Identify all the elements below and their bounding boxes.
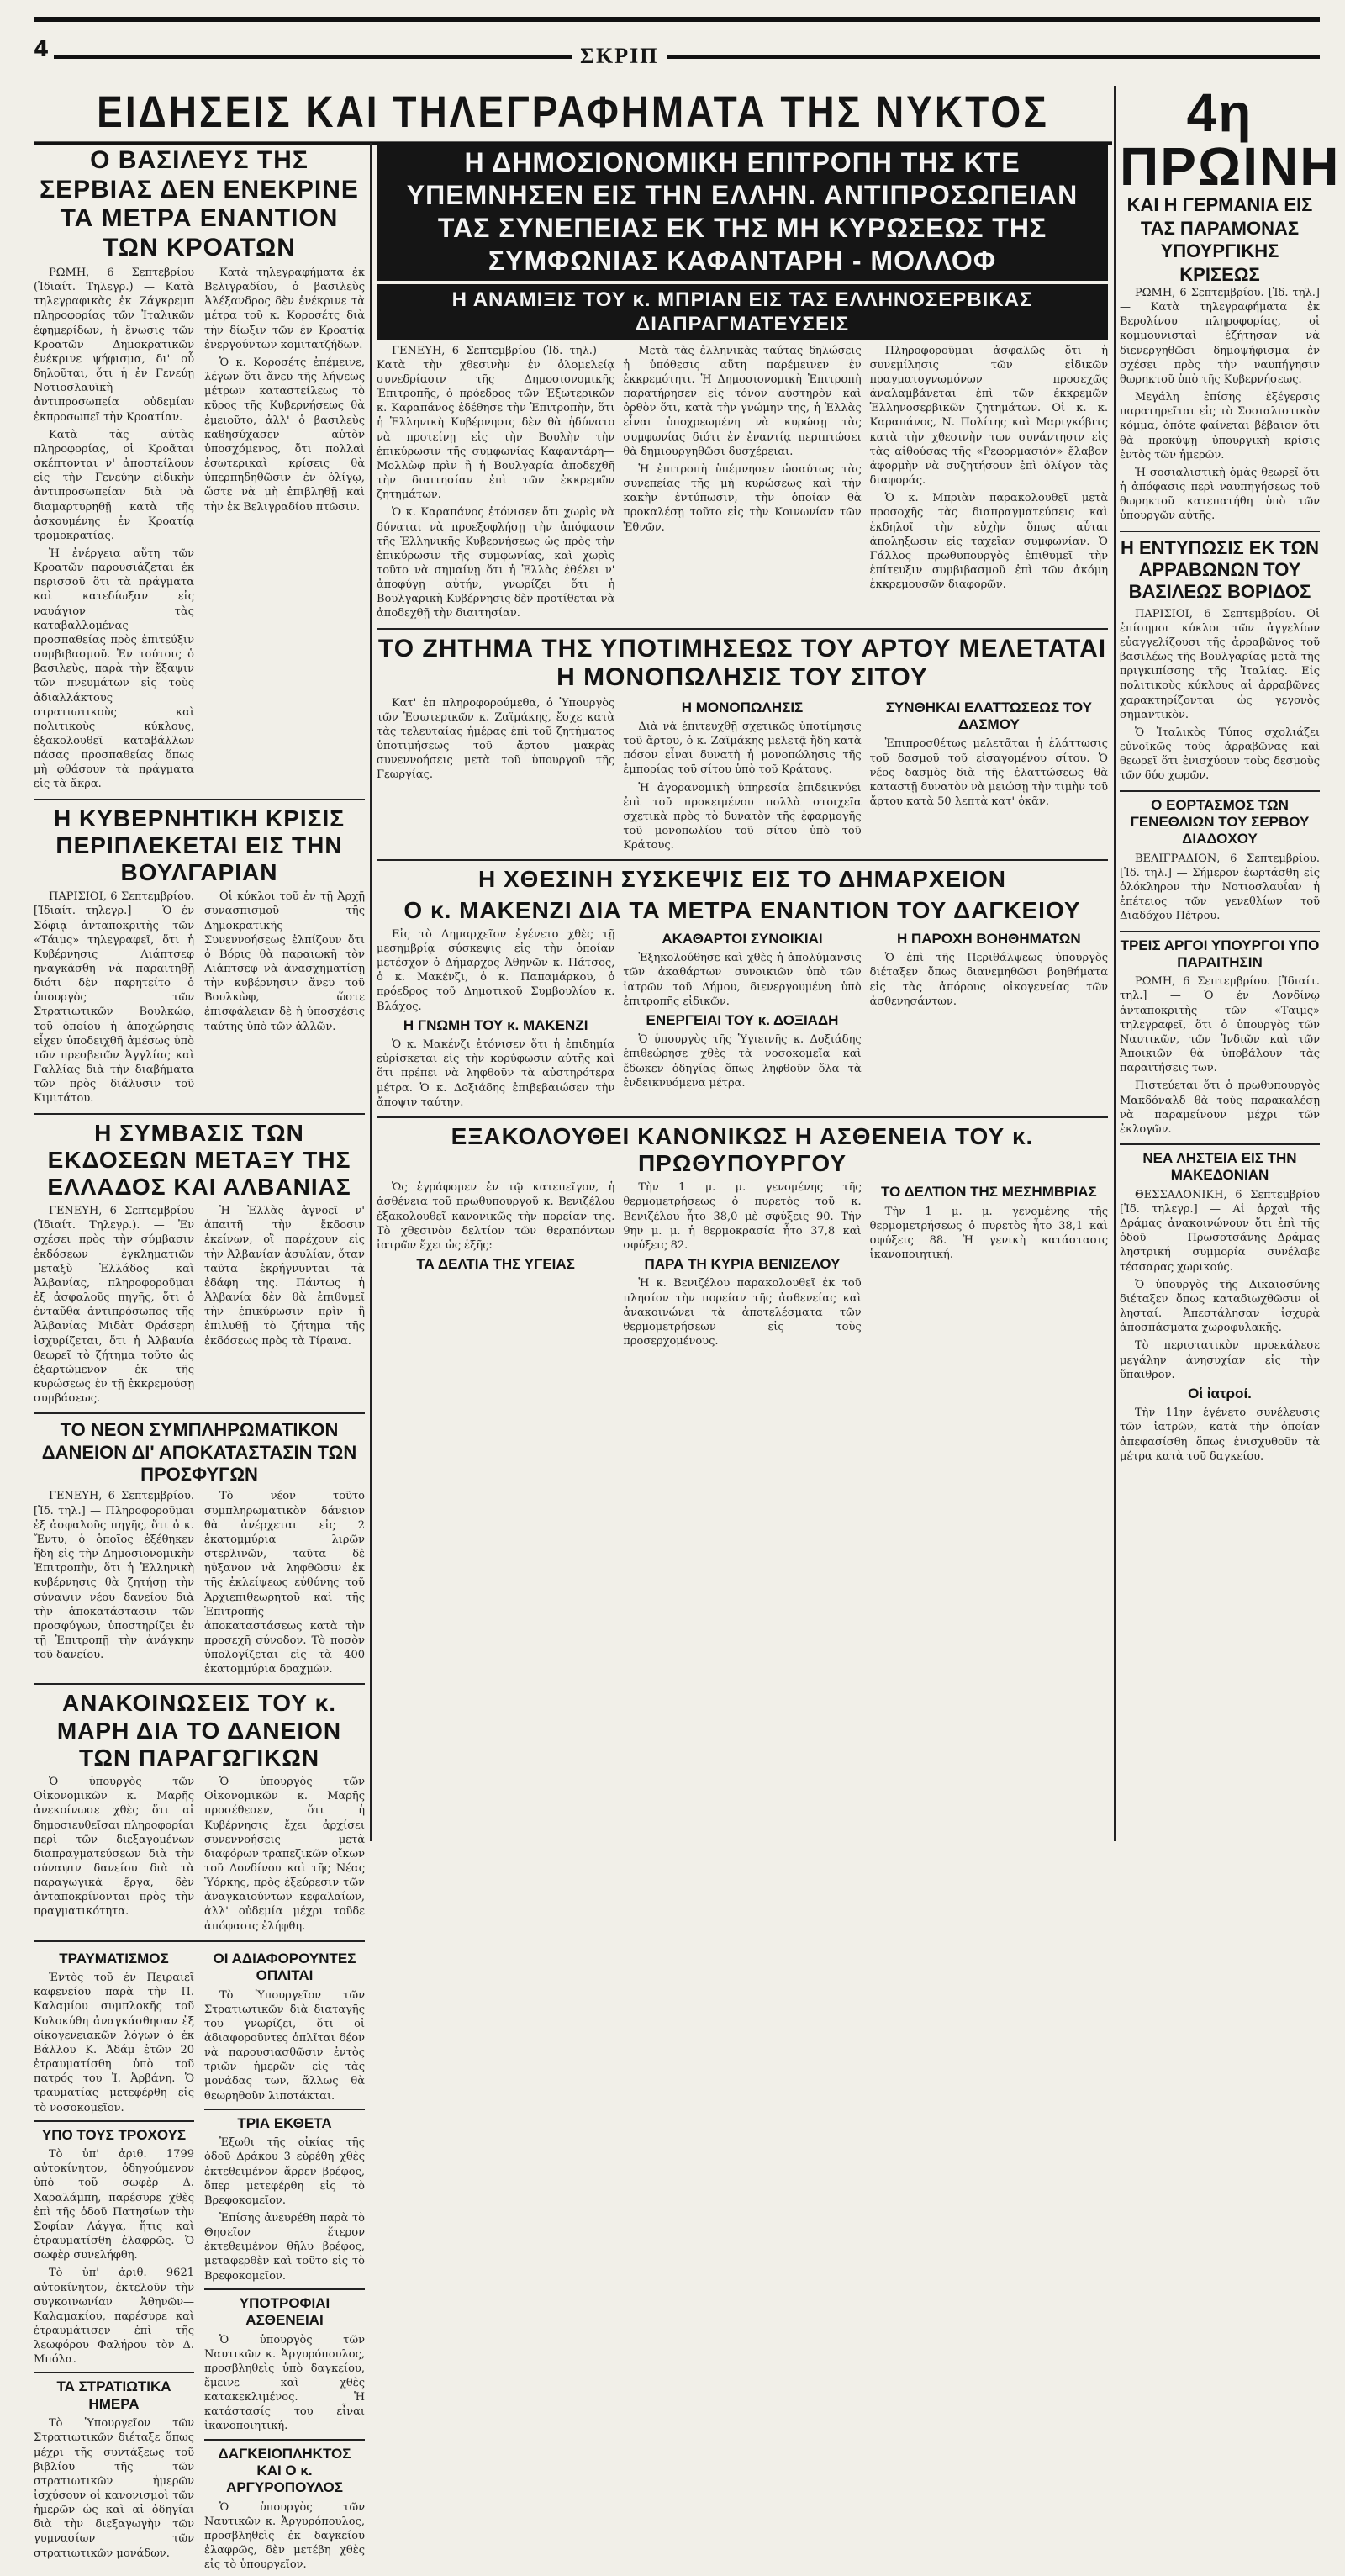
headline: ΥΠΟΤΡΟΦΙΑΙ ΑΣΘΕΝΕΙΑΙ [239,2294,330,2329]
article-text: Τὴν 1 μ. μ. γενομένης τῆς θερμομετρήσεως ὁ πυρετὸς ἦτο 38,1 καὶ σφύξεις 88. Ἡ γενικὴ κατάστασις ἱκανοποιητική. [869,1205,1108,1262]
headline: ΥΠΟ ΤΟΥΣ ΤΡΟΧΟΥΣ [41,2126,187,2143]
article-text: Ὁ Ἰταλικὸς Τύπος σχολιάζει εὐνοϊκῶς τοὺς ἀρραβῶνας καὶ θεωρεῖ ὅτι ἐνισχύουν τοὺς δεσμοὺς τῶν δύο χωρῶν. [1120,726,1320,783]
article-text: Κατὰ τὰς αὐτὰς πληροφορίας, οἱ Κροᾶται σκέπτονται ν' ἀποστείλουν εἰς τὴν Γενεύην εἰδικὴν ἀντιπροσωπείαν διὰ νὰ διαμαρτυρηθῇ κατὰ τῆς ἀσκουμένης ἐν Κροατίᾳ τρομοκρατίας. [34,428,194,542]
article-pm-illness [377,1123,1108,1352]
brief-news [34,1947,365,2576]
subheading: ΕΝΕΡΓΕΙΑΙ ΤΟΥ κ. ΔΟΞΙΑΔΗ [646,1011,839,1028]
subheading: ΣΥΝΘΗΚΑΙ ΕΛΑΤΤΩΣΕΩΣ ΤΟΥ ΔΑΣΜΟΥ [885,699,1092,733]
subheading: Η ΜΟΝΟΠΩΛΗΣΙΣ [681,699,804,715]
article-text: Ὁ ὑπουργὸς τῶν Οἰκονομικῶν κ. Μαρῆς ἀνεκοίνωσε χθὲς ὅτι αἱ δημοσιευθεῖσαι πληροφορίαι περὶ τῶν διεξαγομένων διαπραγματεύσεων διὰ τὴν σύναψιν δανείου διὰ τὰ παραγωγικὰ ἔργα, δὲν ἀνταποκρίνονται πρὸς τὴν πραγματικότητα. [34,1776,194,1919]
article-text: Μεγάλη ἐπίσης ἐξέγερσις παρατηρεῖται εἰς τὸ Σοσιαλιστικὸν κόμμα, ὁπότε φαίνεται βέβαιον ὅτι θὰ προκύψῃ ὑπουργικὴ κρίσις ἐντὸς τῶν ἡμερῶν. [1120,391,1320,462]
page-banner: ΕΙΔΗΣΕΙΣ ΚΑΙ ΤΗΛΕΓΡΑΦΗΜΑΤΑ ΤΗΣ ΝΥΚΤΟΣ [34,82,1112,145]
article-banditry [1120,1150,1320,1464]
article-text: ΠΑΡΙΣΙΟΙ, 6 Σεπτεμβρίου. [Ἰδιαίτ. τηλεγρ.] — Ὁ ἐν Σόφιᾳ ἀνταποκριτὴς τῶν «Τάιμς» τηλεγραφεῖ, ὅτι ἡ Κυβέρνησις Λιάπτσεφ ηναγκάσθη νὰ παραιτηθῇ διότι δὲν παρητείτο ὁ ὑπουργὸς τῶν Στρατιωτικῶν Βουλκώφ, τοῦ ὁποίου ἡ ἀποχώρησις εἶχεν ὑποδειχθῆ ἀμέσως ὑπὸ τῶν πρεσβειῶν Ἀγγλίας καὶ Γαλλίας διὰ τὴν διαβήματα τῶν πρὸς διάλυσιν τοῦ Κιμιτάτου. [34,890,194,1106]
article-text: ΠΑΡΙΣΙΟΙ, 6 Σεπτεμβρίου. Οἱ ἐπίσημοι κύκλοι τῶν ἀγγελίων εὐαγγελίζουσι τῆς ἀρραβῶνος τοῦ βασιλέως τῆς Βουλγαρίας μετὰ τῆς πριγκιπίσσης τῆς Ἰταλίας. Εἰς πολιτικοὺς κύκλους αἱ ἀρραβῶνες χαρακτηρίζονται ὡς γεγονὸς σημαντικὸν. [1120,607,1320,721]
article-text: Ὁ ὑπουργὸς τῶν Ναυτικῶν κ. Ἀργυρόπουλος, προσβληθεὶς ὑπὸ δαγκείου, ἔμεινε καὶ χθὲς κατακεκλιμένος. Ἡ κατάστασίς του εἶναι ἱκανοποιητική. [204,2333,365,2433]
column-divider [370,143,372,1841]
article-text: ΒΕΛΙΓΡΑΔΙΟΝ, 6 Σεπτεμβρίου. [Ἰδ. τηλ.] — Σήμερον ἑωρτάσθη εἰς ὁλόκληρον τὴν Νοτιοσλαυΐαν ἡ ἐπέτειος τῶν γενεθλίων τοῦ Διαδόχου Πέτρου. [1120,852,1320,923]
headline: Η ΕΝΤΥΠΩΣΙΣ ΕΚ ΤΩΝ ΑΡΡΑΒΩΝΩΝ ΤΟΥ ΒΑΣΙΛΕΩΣ ΒΟΡΙΔΟΣ [1120,536,1320,603]
article-text: Τὸ ὑπ' ἀριθ. 1799 αὐτοκίνητον, ὁδηγούμενον ὑπὸ τοῦ σωφὲρ Δ. Χαραλάμπη, παρέσυρε χθὲς ἐπὶ τῆς ὁδοῦ Πατησίων τὴν Σοφίαν Λάγγα, ἥτις καὶ ἐτραυματίσθη ἐλαφρῶς. Ὁ σωφὲρ συνελήφθη. [34,2148,194,2262]
article-text: Ὁ ὑπουργὸς τῆς Ὑγιεινῆς κ. Δοξιάδης ἐπιθεώρησε χθὲς τὰ νοσοκομεῖα καὶ ἔδωκεν ὁδηγίας ὅπως ληφθοῦν ὅλα τὰ ἐνδεικνυόμενα μέτρα. [623,1033,862,1090]
headline: ΤΡΙΑ ΕΚΘΕΤΑ [237,2114,332,2131]
article-text: Ὁ κ. Καραπάνος ἐτόνισεν ὅτι χωρὶς νὰ δύναται νὰ προεξοφλήσῃ τὴν ἀπόφασιν τῆς Ἑλληνικῆς Κυβερνήσεως ὡς πρὸς τὴν ἐπικύρωσιν τῆς συμφωνίας, καὶ χωρὶς τοῦτο νὰ σημαίνῃ ὅτι ἡ Ἑλλὰς ἐθέλει ν' ἀποφύγῃ αὐτήν, γνωρίζει ὅτι ἡ Βουλγαρικὴ Κυβέρνησις δὲν προτίθεται νὰ ἀποδεχθῇ τὴν διαιτησίαν. [377,506,615,620]
divider [34,2372,194,2373]
masthead [34,17,1320,76]
headline: ΚΑΙ Η ΓΕΡΜΑΝΙΑ ΕΙΣ ΤΑΣ ΠΑΡΑΜΟΝΑΣ ΥΠΟΥΡΓΙΚΗΣ ΚΡΙΣΕΩΣ [1126,194,1313,285]
headline: ΝΕΑ ΛΗΣΤΕΙΑ ΕΙΣ ΤΗΝ ΜΑΚΕΔΟΝΙΑΝ [1142,1150,1297,1184]
deck: Ο κ. ΜΑΚΕΝΖΙ ΔΙΑ ΤΑ ΜΕΤΡΑ ΕΝΑΝΤΙΟΝ ΤΟΥ ΔΑΓΚΕΙΟΥ [404,896,1081,923]
column-divider [1114,86,1116,1841]
subheading: Οἱ ἰατροί. [1188,1385,1252,1401]
headline: Ο ΒΑΣΙΛΕΥΣ ΤΗΣ ΣΕΡΒΙΑΣ ΔΕΝ ΕΝΕΚΡΙΝΕ ΤΑ ΜΕΤΡΑ ΕΝΑΝΤΙΟΝ ΤΩΝ ΚΡΟΑΤΩΝ [40,146,359,261]
paper-name: ΣΚΡΙΠ [572,44,667,69]
headline: ΑΝΑΚΟΙΝΩΣΕΙΣ ΤΟΥ κ. ΜΑΡΗ ΔΙΑ ΤΟ ΔΑΝΕΙΟΝ ΤΩΝ ΠΑΡΑΓΩΓΙΚΩΝ [56,1690,342,1771]
article-text: Ἐξηκολούθησε καὶ χθὲς ἡ ἀπολύμανσις τῶν ἀκαθάρτων συνοικιῶν ὑπὸ τῶν ἰατρῶν τοῦ Δήμου, διενεργουμένη ὑπὸ ἐπιτροπῆς εἰδικῶν. [623,952,862,1008]
divider [34,2120,194,2122]
article-germany [1120,82,1341,532]
article-text: Οἱ κύκλοι τοῦ ἐν τῇ Ἀρχῇ συνασπισμοῦ τῆς Δημοκρατικῆς Συνεννοήσεως ἐλπίζουν ὅτι ὁ Βόρις θὰ παραιωκῆ τὸν Λιάπτσεφ νὰ ἀνασχηματίσῃ τὴν κυβέρνησιν ἄνευ τοῦ Βουλκὼφ, ὥστε ἐπισφάλειαν δὲ ἡ ὑποσχέσις ταύτης ὑπὸ τῶν ἀλλῶν. [204,890,365,1033]
article-text: Ἐξωθι τῆς οἰκίας τῆς ὁδοῦ Δράκου 3 εὑρέθη χθὲς ἐκτεθειμένον ἄρρεν βρέφος, ὅπερ μετεφέρθη εἰς τὸ Βρεφοκομεῖον. [204,2136,365,2207]
article-text: Ὡς ἐγράφομεν ἐν τῷ κατεπεῖγον, ἡ ἀσθένεια τοῦ πρωθυπουργοῦ κ. Βενιζέλου ἐξακολουθεῖ κανονικῶς τὴν πορείαν της. Τὸ χθεσινὸν δελτίον τῶν θεραπόντων ἰατρῶν ἔχει ὡς ἑξῆς: [377,1181,615,1252]
subheading: ΤΟ ΔΕΛΤΙΟΝ ΤΗΣ ΜΕΣΗΜΒΡΙΑΣ [880,1184,1097,1201]
page-number: 4 [34,37,54,62]
article-text: Κατ' ἐπ πληροφορούμεθα, ὁ Ὑπουργὸς τῶν Ἐσωτερικῶν κ. Ζαϊμάκης, ἔσχε κατὰ τὰς τελευταίας ἡμέρας ἐπὶ τοῦ ζητήματος ὑποτιμήσεως τοῦ ἄρτου μακρὰς συνεννοήσεις μετὰ τοῦ ὑπουργοῦ τῆς Γεωργίας. [377,696,615,782]
article-serbia-king [34,146,365,800]
divider [204,2288,365,2290]
headline: ΤΟ ΝΕΟΝ ΣΥΜΠΛΗΡΩΜΑΤΙΚΟΝ ΔΑΝΕΙΟΝ ΔΙ' ΑΠΟΚΑΤΑΣΤΑΣΙΝ ΤΩΝ ΠΡΟΣΦΥΓΩΝ [41,1419,357,1486]
article-text: Ὁ ἐπὶ τῆς Περιθάλψεως ὑπουργὸς διέταξεν ὅπως διανεμηθῶσι βοηθήματα εἰς τὰς ἀπόρους οἰκογενείας τῶν ἀσθενησάντων. [869,952,1108,1008]
article-text: ΓΕΝΕΥΗ, 6 Σεπτεμβρίου. [Ἰδ. τηλ.] — Πληροφοροῦμαι ἐξ ἀσφαλοῦς πηγῆς, ὅτι ὁ κ. Ἔντυ, ὁ ὁποῖος ἐξέθηκεν ἤδη εἰς τὴν Δημοσιονομικὴν Ἐπιτροπὴν, ὅτι ἡ Ἑλληνικὴ κυβέρνησις θὰ ζητήσῃ τὴν σύναψιν νέου δανείου διὰ τὴν ἀποκατάστασιν τῶν προσφύγων, ὑποστηρίζει ἐν τῇ Ἐπιτροπῇ τὴν ἀνάγκην τοῦ δανείου. [34,1490,194,1662]
article-text: Πληροφοροῦμαι ἀσφαλῶς ὅτι ἡ συνεμίλησις τῶν εἰδικῶν πραγματογνωμόνων προσεχῶς ἀναλαμβάνεται ἐπὶ τῶν ἐκκρεμῶν Ἑλληνοσερβικῶν ζητημάτων. Οἱ κ. κ. Καραπάνος, Ν. Πολίτης καὶ Μαριγκόβιτς κατὰ τὴν χθεσινὴν των συνάντησιν εἰς τὰς αἰθούσας τῆς «Ρεφορμασιόν» ἔλαβον ἀφορμὴν νὰ συζητήσουν ἐπὶ ὀλίγον τὰς διαφοράς. [869,344,1108,488]
article-engagement [1120,537,1320,792]
headline: ΤΟ ΖΗΤΗΜΑ ΤΗΣ ΥΠΟΤΙΜΗΣΕΩΣ ΤΟΥ ΑΡΤΟΥ ΜΕΛΕΤΑΤΑΙ Η ΜΟΝΟΠΩΛΗΣΙΣ ΤΟΥ ΣΙΤΟΥ [377,634,1107,692]
lead-headline: Η ΔΗΜΟΣΙΟΝΟΜΙΚΗ ΕΠΙΤΡΟΠΗ ΤΗΣ ΚΤΕ ΥΠΕΜΝΗΣΕΝ ΕΙΣ ΤΗΝ ΕΛΛΗΝ. ΑΝΤΙΠΡΟΣΩΠΕΙΑΝ ΤΑΣ ΣΥΝΕΠΕΙΑΣ ΕΚ ΤΗΣ ΜΗ ΚΥΡΩΣΕΩΣ ΤΗΣ ΣΥΜΦΩΝΙΑΣ ΚΑΦΑΝΤΑΡΗ - ΜΟΛΛΟΦ [377,143,1108,281]
headline: Η ΣΥΜΒΑΣΙΣ ΤΩΝ ΕΚΔΟΣΕΩΝ ΜΕΤΑΞΥ ΤΗΣ ΕΛΛΑΔΟΣ ΚΑΙ ΑΛΒΑΝΙΑΣ [47,1119,351,1200]
subheading: Η ΓΝΩΜΗ ΤΟΥ κ. ΜΑΚΕΝΖΙ [403,1016,588,1033]
article-text: Ἡ σοσιαλιστικὴ ὁμὰς θεωρεῖ ὅτι ἡ ἀπόφασις περὶ ναυπηγήσεως τοῦ θωρηκτοῦ κατεπατήθη ὑπὸ τῶν ὑπουργῶν αὐτῆς. [1120,466,1320,523]
article-ministers [1120,937,1320,1146]
article-text: Πιστεύεται ὅτι ὁ πρωθυπουργὸς Μακδόναλδ θὰ τοὺς παρακαλέσῃ νὰ παραμείνουν μέχρι τῶν ἐκλογῶν. [1120,1079,1320,1136]
article-text: ΡΩΜΗ, 6 Σεπτεμβρίου. [Ἰδ. τηλ.] — Κατὰ τηλεγραφήματα ἐκ Βερολίνου πληροφορίας, οἱ κομμουνισταὶ ἐζήτησαν νὰ διενεργηθῶσι δημοψήφισμα ἐν σχέσει πρὸς τὴν ναυπήγησιν θωρηκτοῦ ὑπὸ τῆς Κυβερνήσεως. [1120,287,1320,386]
article-text: Κατὰ τηλεγραφήματα ἐκ Βελιγραδίου, ὁ βασιλεὺς Ἀλέξανδρος δὲν ἐνέκρινε τὰ μέτρα τοῦ κ. Κοροσέτς διὰ τὴν δίωξιν τῶν ἐν Κροατίᾳ ἐνεργούντων κομιτατζήδων. [204,267,365,351]
article-text: Ἡ ἀγορανομικὴ ὑπηρεσία ἐπιδεικνύει ἐπὶ τοῦ προκειμένου πολλὰ στοιχεῖα σχετικὰ πρὸς τὸ δυνατὸν τῆς ἐφαρμογῆς τοῦ μονοπωλίου τοῦ σίτου ὑπὸ τοῦ Κράτους. [623,781,862,853]
subheading: ΤΑ ΔΕΛΤΙΑ ΤΗΣ ΥΓΕΙΑΣ [416,1256,575,1273]
article-financial-committee [377,143,1108,630]
headline: ΟΙ ΑΔΙΑΦΟΡΟΥΝΤΕΣ ΟΠΛΙΤΑΙ [213,1950,356,1984]
article-text: ΘΕΣΣΑΛΟΝΙΚΗ, 6 Σεπτεμβρίου [Ἰδ. τηλεγρ.] — Αἱ ἀρχαὶ τῆς Δράμας ἀνακοινώνουν ὅτι ἐπὶ τῆς ὁδοῦ Πρωσοτσάνης—Δράμας ληστρική συμμορία συνέλαβε τέσσαρας χωρικούς. [1120,1188,1320,1274]
article-text: Τὸ Ὑπουργεῖον τῶν Στρατιωτικῶν διέταξε ὅπως μέχρι τῆς συντάξεως τοῦ βιβλίου τῆς τῶν στρατιωτικῶν ἡμερῶν ἰσχύσουν οἱ κανονισμοὶ τῶν ἡμερῶν ὡς καὶ αἱ ὁδηγίαι διὰ τὴν διεξαγωγὴν τῶν γυμνασίων τῶν στρατιωτικῶν μονάδων. [34,2417,194,2560]
article-text: ΡΩΜΗ, 6 Σεπτεμβρίου. [Ἰδιαίτ. τηλ.] — Ὁ ἐν Λονδίνῳ ἀνταποκριτὴς τῶν «Ταιμς» τηλεγραφεῖ, ὅτι ὁ ὑπουργὸς τῶν Ναυτικῶν, τῶν Ἰνδιῶν καὶ τῶν Ἀποικιῶν θὰ ὑποβάλουν τὰς παραιτήσεις των. [1120,975,1320,1075]
article-text: Τὸ νέον τοῦτο συμπληρωματικὸν δάνειον θὰ ἀνέρχεται εἰς 2 ἑκατομμύρια λιρῶν στερλινῶν, ταῦτα δὲ ηὐξανον νὰ ληφθῶσιν ἐκ τῆς ἐκλείψεως εὐθύνης τοῦ Ἀρχιεπιθεωρητοῦ καὶ τῆς Ἐπιτροπῆς ἀποκαταστάσεως κατὰ τὴν προσεχῆ σύνοδον. Τὸ ποσὸν ὑπολογίζεται εἰς τὰ 400 ἑκατομμύρια δραχμῶν. [204,1490,365,1676]
headline: ΕΞΑΚΟΛΟΥΘΕΙ ΚΑΝΟΝΙΚΩΣ Η ΑΣΘΕΝΕΙΑ ΤΟΥ κ. ΠΡΩΘΥΠΟΥΡΓΟΥ [451,1122,1034,1177]
article-text: Τὸ περιστατικὸν προεκάλεσε μεγάλην ἀνησυχίαν εἰς τὴν ὕπαιθρον. [1120,1339,1320,1381]
masthead-rule [34,55,1320,59]
article-text: Εἰς τὸ Δημαρχεῖον ἐγένετο χθὲς τῇ μεσημβρίᾳ σύσκεψις εἰς τὴν ὁποίαν μετέσχον ὁ Δήμαρχος Ἀθηνῶν κ. Πάτσος, ὁ κ. Μακένζι, ὁ κ. Παπαμάρκου, ὁ πρόεδρος τοῦ Δημοτικοῦ Συμβουλίου κ. Βλάχος. [377,927,615,1013]
article-bread [377,635,1108,862]
headline: ΤΑ ΣΤΡΑΤΙΩΤΙΚΑ ΗΜΕΡΑ [56,2378,171,2412]
article-text: Τὴν 1 μ. μ. γενομένης τῆς θερμομετρήσεως ὁ πυρετὸς τοῦ κ. Βενιζέλου ἦτο 38,0 μὲ σφύξεις 90. Τὴν 9ην μ. μ. ἡ θερμοκρασία ἦτο 37,8 καὶ σφύξεις 82. [623,1181,862,1252]
article-text: Τὴν 11ην ἐγένετο συνέλευσις τῶν ἰατρῶν, κατὰ τὴν ὁποίαν ἀπεφασίσθη ὅπως ἐνισχυθοῦν τὰ μέτρα κατὰ τοῦ δαγκείου. [1120,1407,1320,1463]
headline: Η ΚΥΒΕΡΝΗΤΙΚΗ ΚΡΙΣΙΣ ΠΕΡΙΠΛΕΚΕΤΑΙ ΕΙΣ ΤΗΝ ΒΟΥΛΓΑΡΙΑΝ [53,805,345,885]
article-text: Ἡ κ. Βενιζέλου παρακολουθεῖ ἐκ τοῦ πλησίον τὴν πορείαν τῆς ἀσθενείας καὶ ἀνακοινώνει τὰ ἀποτελέσματα τῶν θερμομετρήσεων εἰς τοὺς προσερχομένους. [623,1277,862,1349]
article-bulgaria-crisis [34,805,365,1115]
left-column [34,143,365,2572]
article-text: Ἐντὸς τοῦ ἐν Πειραιεῖ καφενείου παρὰ τὴν Π. Καλαμίου συμπλοκῆς τοῦ Κολοκύθη ἀναγκάσθησαν ἐξ οἰκογενειακῶν λόγων ὁ ἐκ Βάλλου Κ. Ἀδάμ ἐτῶν 20 ἐτραυματίσθη ὑπὸ τοῦ πατρός του Ἰ. Ἀρβάνη. Ὁ τραυματίας μετεφέρθη εἰς τὸ νοσοκομεῖον. [34,1972,194,2114]
article-text: Ὁ κ. Μπριὰν παρακολουθεῖ μετὰ προσοχῆς τὰς διαπραγματεύσεις καὶ ἐκδηλοῖ τὴν εὐχὴν ὅπως αὗται ἀποληξωσιν εἰς ταχεῖαν συμφωνίαν. Ὁ Γάλλος πρωθυπουργὸς ἐπιθυμεῖ τὴν ἐπίτευξιν συμβιβασμοῦ ἐπὶ τῶν ἀκόμη ἐκκρεμουσῶν διαφορῶν. [869,492,1108,592]
article-mari-loan [34,1690,365,1941]
article-text: Ὁ ὑπουργὸς τῶν Οἰκονομικῶν κ. Μαρῆς προσέθεσεν, ὅτι ἡ Κυβέρνησις ἔχει ἀρχίσει συνεννοήσεις μετὰ διαφόρων τραπεζικῶν οἴκων τοῦ Λονδίνου καὶ τῆς Νέας Ὑόρκης, πρὸς ἐξεύρεσιν τῶν ἀναγκαιούντων κεφαλαίων, ἀλλ' οὐδεμία μέχρι τοῦδε ἀπόφασις ἐλήφθη. [204,1776,365,1933]
newspaper-page [34,17,1341,2572]
article-text: ΓΕΝΕΥΗ, 6 Σεπτεμβρίου (Ἰδιαίτ. Τηλεγρ.). — Ἐν σχέσει πρὸς τὴν σύμβασιν ἐκδόσεων ἐγκληματιῶν μεταξὺ Ἑλλάδος καὶ Ἀλβανίας, πληροφοροῦμαι ἐξ ἀσφαλοῦς πηγῆς, ὅτι ὁ ἐνταῦθα ἀντιπρόσωπος τῆς Ἀλβανίας Μιδὰτ Φράσερη ἰσχυρίζεται, ὅτι ἡ Ἀλβανία θεωρεῖ τὸ ζήτημα τοῦτο ὡς ἐξαρτώμενον ἐκ τῆς κυρώσεως ἐν τῇ ἐκκρεμούσῃ συμβάσεως. [34,1205,194,1406]
headline: Ο ΕΟΡΤΑΣΜΟΣ ΤΩΝ ΓΕΝΕΘΛΙΩΝ ΤΟΥ ΣΕΡΒΟΥ ΔΙΑΔΟΧΟΥ [1130,796,1310,847]
subheading: ΑΚΑΘΑΡΤΟΙ ΣΥΝΟΙΚΙΑΙ [662,930,823,947]
article-text: Μετὰ τὰς ἑλληνικὰς ταύτας δηλώσεις ἡ ὑπόθεσις αὕτη παρέμεινεν ἐν ἐκκρεμότητι. Ἡ Δημοσιονομικὴ Ἐπιτροπὴ παρατήρησεν εἰς τόνον αὐστηρὸν καὶ ὀρθὸν ὅτι, κατὰ τὴν γνώμην της, ἡ Ἑλλὰς εἶναι ὑποχρεωμένη νὰ κυρώσῃ τὰς συμφωνίας διότι ἐν ἐναντίᾳ περιπτώσει θὰ δημιουργηθῶσι δυσχέρειαι. [623,344,862,458]
headline: Η ΧΘΕΣΙΝΗ ΣΥΣΚΕΨΙΣ ΕΙΣ ΤΟ ΔΗΜΑΡΧΕΙΟΝ [478,866,1006,893]
lead-deck: Η ΑΝΑΜΙΞΙΣ ΤΟΥ κ. ΜΠΡΙΑΝ ΕΙΣ ΤΑΣ ΕΛΛΗΝΟΣΕΡΒΙΚΑΣ ΔΙΑΠΡΑΓΜΑΤΕΥΣΕΙΣ [377,284,1108,340]
article-text: Ὁ κ. Μακένζι ἐτόνισεν ὅτι ἡ ἐπιδημία εὑρίσκεται εἰς τὴν κορύφωσιν αὐτῆς καὶ ὅτι πρέπει νὰ ληφθοῦν τὰ αὐστηρότερα μέτρα. Ὁ κ. Δοξιάδης ἐπιβεβαιώσεν τὴν ἄποψιν ταύτην. [377,1038,615,1109]
subheading: Η ΠΑΡΟΧΗ ΒΟΗΘΗΜΑΤΩΝ [896,930,1081,947]
article-refugee-loan [34,1419,365,1685]
article-text: Ἡ Ἑλλὰς ἀγνοεῖ ν' ἀπαιτῆ τὴν ἔκδοσιν ἐκείνων, οἳ παρέχουν εἰς τὴν Ἀλβανίαν ἀσυλίαν, ὅταν ταῦτα ἐκρήγνυνται τὰ ἐδάφη της. Πάντως ἡ Ἀλβανία δὲν θὰ ἐπιθυμεῖ τὴν ἐπικύρωσιν πρὶν ἢ ἐπιλυθῇ τὸ ζήτημα τῆς ἐκδόσεως πρὸς τὰ Τίρανα. [204,1205,365,1348]
article-text: Ὁ ὑπουργὸς τῆς Δικαιοσύνης διέταξεν ὅπως καταδιωχθῶσιν οἱ λησταί. Ἀπεστάλησαν ἰσχυρὰ ἀποσπάσματα χωροφυλακῆς. [1120,1278,1320,1335]
divider [204,2439,365,2441]
article-text: Τὸ Ὑπουργεῖον τῶν Στρατιωτικῶν διὰ διαταγῆς του γνωρίζει, ὅτι οἱ ἀδιαφοροῦντες ὁπλῖται δέον νὰ παρουσιασθῶσιν ἐντὸς τριῶν ἡμερῶν εἰς τὰς μονάδας των, ἄλλως θὰ θεωρηθοῦν λιποτάκται. [204,1988,365,2103]
edition-heading: 4η ΠΡΩΙΝΗ [1120,82,1341,197]
article-extradition [34,1120,365,1415]
article-text: Ἡ ἐπιτροπὴ ὑπέμνησεν ὡσαύτως τὰς συνεπείας τῆς μὴ κυρώσεως καὶ τὴν κακὴν ἐντύπωσιν, τὴν ὁποίαν θὰ προκαλέσῃ τοῦτο εἰς τὴν Κοινωνίαν τῶν Ἐθνῶν. [623,462,862,534]
article-text: Διὰ νὰ ἐπιτευχθῇ σχετικῶς ὑποτίμησις τοῦ ἄρτου, ὁ κ. Ζαϊμάκης μελετᾷ ἤδη κατὰ πόσον εἶναι δυνατὴ ἡ μονοπώλησις τῆς ἐμπορίας τοῦ σίτου ὑπὸ τοῦ Κράτους. [623,721,862,777]
article-text: ΓΕΝΕΥΗ, 6 Σεπτεμβρίου (Ἰδ. τηλ.) — Κατὰ τὴν χθεσινὴν ἐν ὁλομελείᾳ συνεδρίασιν τῆς Δημοσιονομικῆς Ἐπιτροπῆς, ὁ πρόεδρος τῶν Ἐξωτερικῶν κ. Καραπάνος ἐδέθησε τὴν Ἐπιτροπὴν, ὅτι ἡ Ἑλληνικὴ Κυβέρνησις δὲν θὰ ἠδύνατο νὰ προτείνῃ εἰς τὴν Βουλὴν τὴν ἐπικύρωσιν τῆς συμφωνίας Καφαντάρη—Μολλὼφ πρὶν ἢ ἡ Βουλγαρία ἀποδεχθῆ τὴν διαιτησίαν ἐπὶ τῶν ἐκκρεμῶν ζητημάτων. [377,344,615,502]
article-text: ΡΩΜΗ, 6 Σεπτεβρίου (Ἰδιαίτ. Τηλεγρ.) — Κατὰ τηλεγραφικὰς ἐκ Ζάγκρεμπ πληροφορίας τῶν Ἰταλικῶν ἐφημερίδων, ἡ ἕνωσις τῶν Κροατῶν Δημοκρατικῶν ἐνέκρινε ψήφισμα, δι' οὗ δηλοῦται, ὅτι ἡ ἐν Γενεύῃ Νοτιοσλαυϊκὴ ἀντιπροσωπεία οὐδεμίαν ἐκπροσωπεῖ τὴν Κροατίαν. [34,267,194,424]
divider [204,2109,365,2110]
headline: ΤΡΕΙΣ ΑΡΓΟΙ ΥΠΟΥΡΓΟΙ ΥΠΟ ΠΑΡΑΙΤΗΣΙΝ [1120,937,1320,970]
article-text: Ἐπίσης ἀνευρέθη παρὰ τὸ Θησεῖον ἕτερον ἐκτεθειμένον θῆλυ βρέφος, μεταφερθὲν καὶ τοῦτο εἰς τὸ Βρεφοκομεῖον. [204,2211,365,2283]
article-text: Ἡ ἐνέργεια αὕτη τῶν Κροατῶν παρουσιάζεται ἐκ περισσοῦ ὅτι τὰ πράγματα καὶ κατεδίωξαν εἰς ναυάγιον τὰς καταβαλλομένας προσπαθείας πρὸς ἐπιτεύξιν συμβιβασμοῦ. Ἐν τούτοις ὁ βασιλεὺς, παρὰ τὴν ἔξαψιν τῶν πνευμάτων εἰς τοὺς ἀδιαλλάκτους στρατιωτικοὺς καὶ πολιτικοὺς κύκλους, ἐξακολουθεῖ καταβάλλων πάσας προσπαθείας ὅπως μὴ φθάσουν τὰ πράγματα εἰς τὰ ἄκρα. [34,546,194,791]
right-column [1120,82,1341,1841]
middle-column [377,143,1108,1841]
article-text: Τὸ ὑπ' ἀριθ. 9621 αὐτοκίνητον, ἐκτελοῦν τὴν συγκοινωνίαν Ἀθηνῶν—Καλαμακίου, παρέσυρε καὶ ἐτραυμάτισεν ἐπὶ τῆς λεωφόρου Φαλήρου τὸν Δ. Μπόλα. [34,2267,194,2367]
article-text: Ὁ ὑπουργὸς τῶν Ναυτικῶν κ. Ἀργυρόπουλος, προσβληθεὶς ἐκ δαγκείου ἐλαφρῶς, δὲν μετέβη χθὲς εἰς τὸ ὑπουργεῖον. [204,2500,365,2572]
article-text: Ὁ κ. Κοροσέτς ἐπέμεινε, λέγων ὅτι ἄνευ τῆς λήψεως μέτρων καταστείλεως τὸ κῦρος τῆς Κυβερνήσεως θὰ ἐμειοῦτο, ἀλλ' ὁ βασιλεὺς καθησύχασεν αὐτὸν ὑποσχόμενος, ὅτι πολλαὶ ἐσωτερικαὶ κρίσεις θὰ ὑπερπηδηθῶσιν ἐν ὀλίγῳ, ὥστε νὰ μὴ ἐπιβληθῇ καὶ τὴν ἐκ Βελιγραδίου πτῶσιν. [204,356,365,514]
headline: ΔΑΓΚΕΙΟΠΛΗΚΤΟΣ ΚΑΙ Ο κ. ΑΡΓΥΡΟΠΟΥΛΟΣ [218,2445,351,2496]
article-serbian-heir [1120,797,1320,932]
subheading: ΠΑΡΑ ΤΗ ΚΥΡΙΑ ΒΕΝΙΖΕΛΟΥ [644,1256,841,1273]
article-text: Ἐπιπροσθέτως μελετᾶται ἡ ἐλάττωσις τοῦ δασμοῦ τοῦ εἰσαγομένου σίτου. Ὁ νέος δασμὸς διὰ τῆς ἐλαττώσεως θὰ καταστῇ δυνατὸν νὰ μειώσῃ τὴν τιμὴν τοῦ ἄρτου κατὰ 50 λεπτὰ κατ' ὀκᾶν. [869,737,1108,809]
headline: ΤΡΑΥΜΑΤΙΣΜΟΣ [59,1950,169,1966]
article-city-hall [377,866,1108,1117]
